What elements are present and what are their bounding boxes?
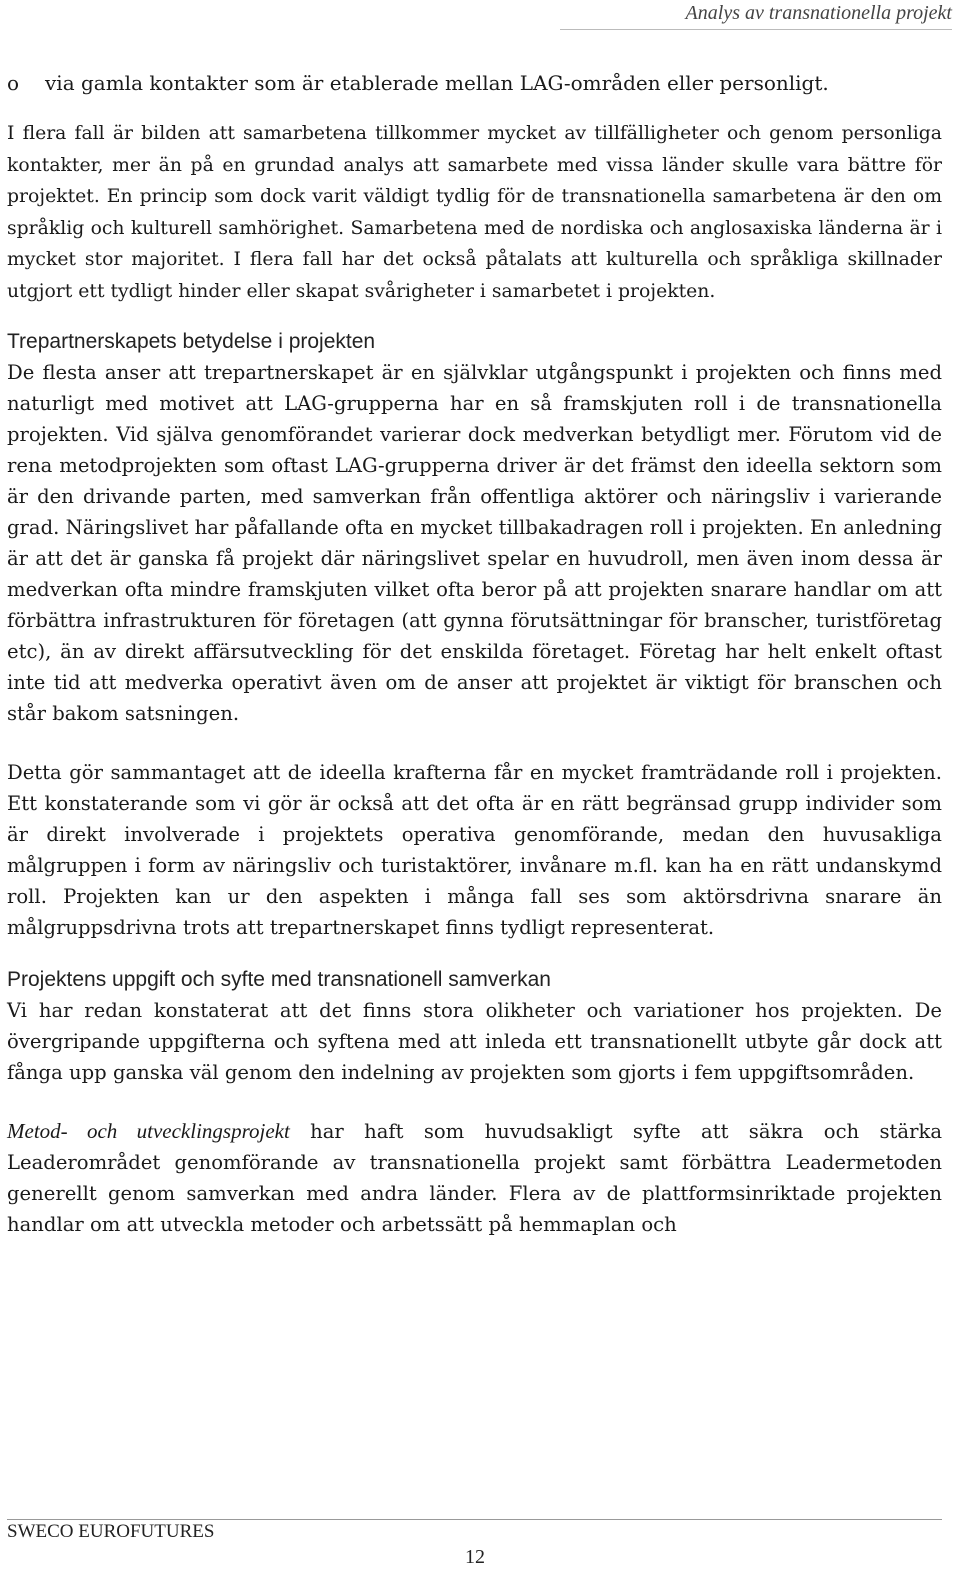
page-number: 12 xyxy=(465,1546,485,1568)
section-heading-trepartnerskap: Trepartnerskapets betydelse i projekten xyxy=(7,330,376,353)
paragraph-2: De flesta anser att trepartnerskapet är en självklar utgångspunkt i projekten och finns med naturligt med motivet att LAG-grupperna har en så framskjuten roll i de transnationella projekten. Vid själva genomförandet varierar dock medverkan betydligt mer. Förutom vid de rena metodprojekten som oftast LAG-grupperna driver är det främst den ideella sektorn som är den drivande parten, med samverkan från offentliga aktörer och näringsliv i varierande grad. Näringslivet har påfallande ofta en mycket tillbakadragen roll i projekten. En anledning är att det är ganska få projekt där näringslivet spelar en huvudroll, men även inom dessa är medverkan ofta mindre framskjuten vilket ofta beror på att projekten snarare handlar om att förbättra infrastrukturen för företagen (att gynna förutsättningar för branscher, turistföretag etc), än av direkt affärsutveckling för det enskilda företaget. Företag har helt enkelt oftast inte tid att medverka operativt även om de anser att projektet är viktigt för branschen och står bakom satsningen. xyxy=(7,361,942,725)
spacer xyxy=(7,729,942,757)
section-heading-uppgift-syfte: Projektens uppgift och syfte med transnationell samverkan xyxy=(7,968,551,991)
paragraph-5 xyxy=(7,1116,942,1240)
running-header: Analys av transnationella projekt xyxy=(560,2,952,30)
paragraph-4: Vi har redan konstaterat att det finns stora olikheter och variationer hos projekten. De övergripande uppgifterna och syftena med att inleda ett transnationellt utbyte går dock att fånga upp ganska väl genom den indelning av projekten som gjorts i fem uppgiftsområden. xyxy=(7,999,942,1084)
bullet-item xyxy=(7,68,942,98)
paragraph-5-text: har haft som huvudsakligt syfte att säkra och stärka Leaderområdet genomförande av transnationella projekt samt förbättra Leadermetoden generellt genom samverkan med andra länder. Flera av de plattformsinriktade projekten handlar om att utveckla metoder och arbetssätt på hemmaplan och xyxy=(7,1120,943,1236)
page-content xyxy=(7,68,942,1240)
paragraph-5-lead: Metod- och utvecklingsprojekt xyxy=(7,1119,290,1143)
bullet-marker: o xyxy=(7,71,20,95)
paragraph-1: I flera fall är bilden att samarbetena tillkommer mycket av tillfälligheter och genom personliga kontakter, mer än på en grundad analys att samarbete med vissa länder skulle vara bättre för projektet. En princip som dock varit väldigt tydlig för de transnationella samarbetena är den om språklig och kulturell samhörighet. Samarbetena med de nordiska och anglosaxiska länderna är i mycket stor majoritet. I flera fall har det också påtalats att kulturella och språkliga skillnader utgjort ett tydligt hinder eller skapat svårigheter i samarbetet i projekten. xyxy=(7,123,942,302)
spacer xyxy=(7,1088,942,1116)
spacer xyxy=(7,307,942,327)
footer-organization: SWECO EUROFUTURES xyxy=(7,1521,215,1542)
spacer xyxy=(7,943,942,965)
spacer xyxy=(7,98,942,118)
bullet-text: via gamla kontakter som är etablerade mellan LAG-områden eller personligt. xyxy=(45,71,829,95)
footer-divider xyxy=(7,1519,942,1520)
paragraph-3: Detta gör sammantaget att de ideella krafterna får en mycket framträdande roll i projekten. Ett konstaterande som vi gör är också att det ofta är en rätt begränsad grupp individer som är direkt involverade i projektets operativa genomförande, medan den huvusakliga målgruppen i form av näringsliv och turistaktörer, invånare m.fl. kan ha en rätt undanskymd roll. Projekten kan ur den aspekten i många fall ses som aktörsdrivna snarare än målgruppsdrivna trots att trepartnerskapet finns tydligt representerat. xyxy=(7,761,942,939)
